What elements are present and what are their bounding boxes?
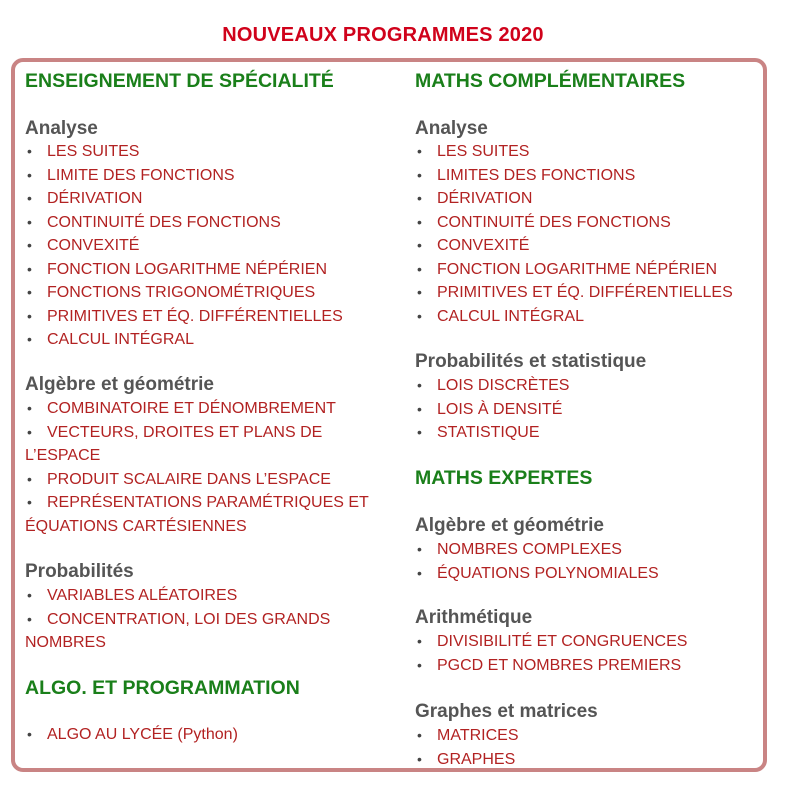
list-item[interactable]: • FONCTION LOGARITHME NÉPÉRIEN bbox=[25, 258, 385, 282]
list-item[interactable]: • PRODUIT SCALAIRE DANS L’ESPACE bbox=[25, 468, 385, 492]
bullet-icon: • bbox=[417, 377, 422, 393]
section-title-algo: ALGO. ET PROGRAMMATION bbox=[25, 677, 300, 699]
bullet-icon: • bbox=[27, 237, 32, 253]
bullet-icon: • bbox=[27, 284, 32, 300]
bullet-icon: • bbox=[417, 424, 422, 440]
list-item[interactable]: • LIMITE DES FONCTIONS bbox=[25, 164, 385, 188]
bullet-icon: • bbox=[27, 470, 32, 487]
page-title: NOUVEAUX PROGRAMMES 2020 bbox=[222, 24, 544, 46]
list-item[interactable]: • LOIS DISCRÈTES bbox=[415, 374, 775, 398]
list-item[interactable]: • PRIMITIVES ET ÉQ. DIFFÉRENTIELLES bbox=[25, 305, 385, 329]
group-title-probabilites: Probabilités bbox=[25, 561, 134, 582]
bullet-icon: • bbox=[417, 750, 422, 767]
list-item[interactable]: • MATRICES bbox=[415, 724, 775, 748]
bullet-icon: • bbox=[27, 307, 32, 324]
list-item[interactable]: • CALCUL INTÉGRAL bbox=[415, 305, 775, 329]
list-item[interactable]: • LOIS À DENSITÉ bbox=[415, 398, 775, 422]
list-item[interactable]: • COMBINATOIRE ET DÉNOMBREMENT bbox=[25, 397, 385, 421]
list-item[interactable]: • ALGO AU LYCÉE (Python) bbox=[25, 723, 385, 747]
bullet-icon: • bbox=[27, 610, 32, 627]
bullet-icon: • bbox=[27, 726, 32, 742]
bullet-icon: • bbox=[27, 190, 32, 206]
list-item[interactable]: • CONVEXITÉ bbox=[25, 234, 385, 258]
group-title-analyse: Analyse bbox=[25, 118, 98, 139]
bullet-icon: • bbox=[417, 260, 422, 277]
list-item[interactable]: • NOMBRES COMPLEXES bbox=[415, 538, 775, 562]
bullet-icon: • bbox=[27, 260, 32, 277]
group-title-graphes-matrices: Graphes et matrices bbox=[415, 701, 598, 722]
list-item[interactable]: • PGCD ET NOMBRES PREMIERS bbox=[415, 654, 775, 678]
list-item[interactable]: • CONTINUITÉ DES FONCTIONS bbox=[415, 211, 775, 235]
bullet-icon: • bbox=[417, 190, 422, 206]
list-item[interactable]: • FONCTION LOGARITHME NÉPÉRIEN bbox=[415, 258, 775, 282]
bullet-icon: • bbox=[27, 494, 32, 510]
group-title-probabilites-statistique: Probabilités et statistique bbox=[415, 351, 647, 372]
list-item[interactable]: • STATISTIQUE bbox=[415, 421, 775, 445]
bullet-icon: • bbox=[417, 656, 422, 673]
list-item[interactable]: • DÉRIVATION bbox=[25, 187, 385, 211]
list-item[interactable]: • LIMITES DES FONCTIONS bbox=[415, 164, 775, 188]
bullet-icon: • bbox=[417, 307, 422, 324]
bullet-icon: • bbox=[417, 633, 422, 649]
bullet-icon: • bbox=[27, 143, 32, 159]
list-item[interactable]: • PRIMITIVES ET ÉQ. DIFFÉRENTIELLES bbox=[415, 281, 775, 305]
group-title-algebre-geometrie: Algèbre et géométrie bbox=[25, 374, 214, 395]
list-item[interactable]: • FONCTIONS TRIGONOMÉTRIQUES bbox=[25, 281, 385, 305]
list-item[interactable]: • VARIABLES ALÉATOIRES bbox=[25, 584, 385, 608]
bullet-icon: • bbox=[27, 400, 32, 416]
list-item[interactable]: • CALCUL INTÉGRAL bbox=[25, 328, 385, 352]
list-item[interactable]: • DIVISIBILITÉ ET CONGRUENCES bbox=[415, 630, 775, 654]
bullet-icon: • bbox=[417, 166, 422, 183]
section-title-complementaires: MATHS COMPLÉMENTAIRES bbox=[415, 70, 686, 92]
bullet-icon: • bbox=[417, 541, 422, 557]
group-title-algebre-geometrie: Algèbre et géométrie bbox=[415, 515, 604, 536]
bullet-icon: • bbox=[27, 166, 32, 183]
section-title-specialite: ENSEIGNEMENT DE SPÉCIALITÉ bbox=[25, 70, 334, 92]
group-title-arithmetique: Arithmétique bbox=[415, 607, 533, 628]
list-item[interactable]: • DÉRIVATION bbox=[415, 187, 775, 211]
bullet-icon: • bbox=[417, 284, 422, 300]
list-item[interactable]: • ÉQUATIONS POLYNOMIALES bbox=[415, 562, 775, 586]
bullet-icon: • bbox=[417, 237, 422, 253]
bullet-icon: • bbox=[27, 587, 32, 603]
bullet-icon: • bbox=[27, 423, 32, 440]
list-item[interactable]: • CONVEXITÉ bbox=[415, 234, 775, 258]
bullet-icon: • bbox=[417, 727, 422, 743]
list-item[interactable]: • GRAPHES bbox=[415, 748, 775, 772]
bullet-icon: • bbox=[417, 564, 422, 581]
list-item[interactable]: • VECTEURS, DROITES ET PLANS DE L’ESPACE bbox=[25, 421, 360, 468]
list-item[interactable]: • LES SUITES bbox=[25, 140, 385, 164]
list-item[interactable]: • REPRÉSENTATIONS PARAMÉTRIQUES ET ÉQUATIONS CARTÉSIENNES bbox=[25, 491, 385, 538]
bullet-icon: • bbox=[417, 143, 422, 159]
list-item[interactable]: • LES SUITES bbox=[415, 140, 775, 164]
section-title-expertes: MATHS EXPERTES bbox=[415, 467, 593, 489]
list-item[interactable]: • CONCENTRATION, LOI DES GRANDS NOMBRES bbox=[25, 608, 365, 655]
bullet-icon: • bbox=[27, 213, 32, 230]
list-item[interactable]: • CONTINUITÉ DES FONCTIONS bbox=[25, 211, 385, 235]
bullet-icon: • bbox=[417, 400, 422, 417]
group-title-analyse: Analyse bbox=[415, 118, 488, 139]
bullet-icon: • bbox=[417, 213, 422, 230]
programmes-frame bbox=[11, 58, 767, 772]
bullet-icon: • bbox=[27, 331, 32, 347]
